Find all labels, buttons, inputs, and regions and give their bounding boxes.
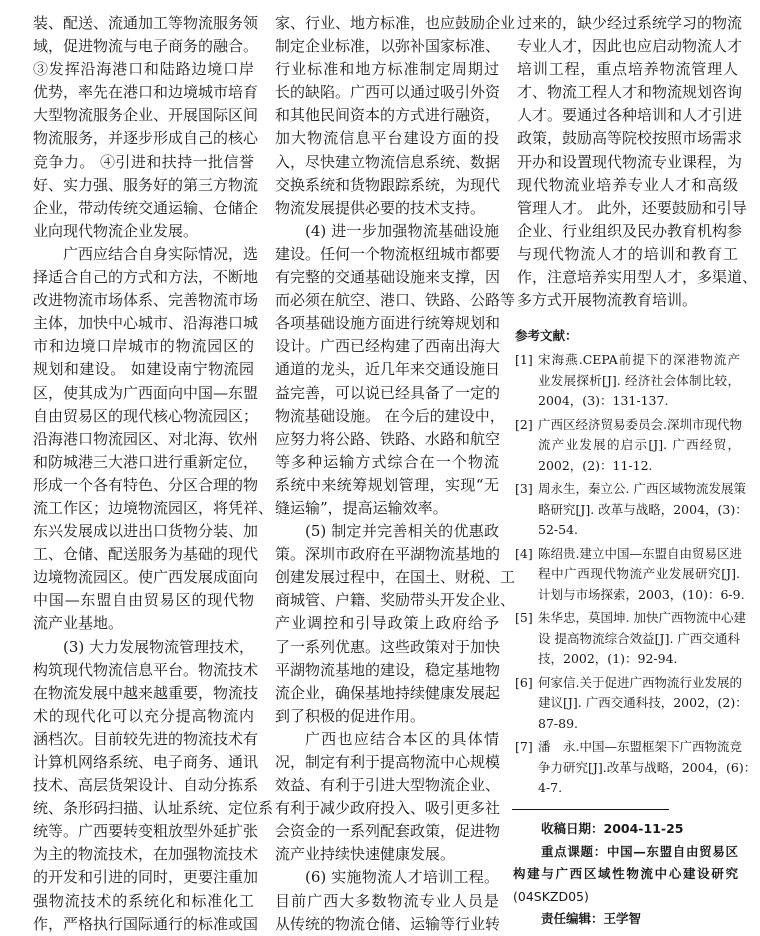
reference-line: 设 提高物流综合效益[J]. 广西交通科 <box>538 630 740 646</box>
reference-item <box>515 415 740 477</box>
reference-line: 2002，(2)：11-12. <box>538 457 653 473</box>
paragraph-line: 系统中来统筹规划管理，实现“无 <box>275 475 499 494</box>
paragraph-line: 边境物流园区。使广西发展成面向 <box>33 568 259 587</box>
reference-line: 周永生，秦立公. 广西区域物流发展策 <box>538 481 746 496</box>
editor: 责任编辑：王学智 <box>541 911 642 926</box>
received-label: 收稿日期： <box>541 821 604 836</box>
paragraph-line: 制定企业标准，以弥补国家标准、 <box>275 37 501 56</box>
paragraph-line: 竞争力。 ④引进和扶持一批信誉 <box>33 152 254 171</box>
paragraph-line: 从传统的物流仓储、运输等行业转 <box>275 914 501 933</box>
reference-item <box>515 350 740 412</box>
reference-item <box>515 608 746 670</box>
reference-number: [4] <box>515 545 533 561</box>
reference-number: [6] <box>515 674 533 690</box>
paragraph-line: 市和边境口岸城市的物流园区的 <box>33 337 254 356</box>
paragraph-line: 沿海港口物流园区、对北海、钦州 <box>33 429 259 448</box>
paragraph-line: 物流基础设施。 在今后的建设中， <box>275 406 505 425</box>
reference-line: 朱华忠，莫国坤. 加快广西物流中心建 <box>538 610 746 625</box>
paragraph-line: 目前广西大多数物流专业人员是 <box>275 891 499 910</box>
paragraph-line: 家、行业、地方标准，也应鼓励企业 <box>275 14 516 32</box>
reference-line: 4-7. <box>538 780 563 795</box>
paragraph-line: 培训工程，重点培养物流管理人 <box>517 60 738 79</box>
paragraph-line: 广西也应结合本区的具体情 <box>305 729 499 748</box>
reference-line: 52-54. <box>538 522 579 537</box>
paragraph-line: 过来的，缺少经过系统学习的物流 <box>517 14 743 32</box>
paragraph-line: 广西应结合自身实际情况，选 <box>63 244 259 263</box>
received-date <box>513 818 738 841</box>
paragraph-line: 有完整的交通基础设施来支撑，因 <box>275 268 501 287</box>
paragraph-line: 各项基础设施方面进行统筹规划和 <box>275 314 501 333</box>
paragraph-line: 益完善，可以说已经具备了一定的 <box>275 383 501 402</box>
paragraph-line: 和防城港三大港口进行重新定位， <box>33 452 259 471</box>
footnote-divider <box>512 809 669 810</box>
paragraph-line: 缝运输”，提高运输效率。 <box>275 498 448 517</box>
paragraph-line: 会资金的一系列配套政策，促进物 <box>275 822 501 841</box>
paragraph-line: 企业，带动传统交通运输、仓储企 <box>33 198 259 217</box>
paragraph-line: 好、实力强、服务好的第三方物流 <box>33 175 259 194</box>
received-value: 2004-11-25 <box>603 821 684 836</box>
paragraph-line: 技术、高层货架设计、自动分拣系 <box>33 776 259 795</box>
paragraph-line: 中国—东盟自由贸易区的现代物 <box>33 591 254 610</box>
article-notes <box>513 818 738 931</box>
paragraph-line: 专业人才，因此也应启动物流人才 <box>517 37 743 56</box>
project-line: 构建与广西区域性物流中心建设研究 <box>513 866 738 881</box>
paragraph-line: 而必须在航空、港口、铁路、公路等 <box>275 291 516 310</box>
paragraph-line: 创建发展过程中，在国土、财税、工 <box>275 568 516 587</box>
paragraph-line: 涵档次。目前较先进的物流技术有 <box>33 729 259 748</box>
paragraph-line: 统等。广西要转变粗放型外延扩张 <box>33 822 259 841</box>
reference-item <box>515 737 757 799</box>
paragraph-line: 现代物流业培养专业人才和高级 <box>517 175 738 194</box>
reference-line: 陈绍贵.建立中国—东盟自由贸易区进 <box>538 545 742 561</box>
paragraph-line: (5) 制定并完善相关的优惠政 <box>305 522 499 541</box>
paragraph-line: (6) 实施物流人才培训工程。 <box>305 868 499 887</box>
paragraph-line: 大型物流服务企业、开展国际区间 <box>33 106 259 125</box>
paragraph-line: 等多种运输方式综合在一个物流 <box>275 452 499 471</box>
paragraph-line: 和其他民间资本的方式进行融资， <box>275 106 501 125</box>
paragraph-line: 域，促进物流与电子商务的融合。 <box>33 37 259 56</box>
paragraph-line: 流产业基地。 <box>33 614 124 633</box>
paragraph-line: 到了积极的促进作用。 <box>275 706 426 725</box>
paragraph-line: 主体，加快中心城市、沿海港口城 <box>33 314 259 333</box>
paragraph-line: 应努力将公路、铁路、水路和航空 <box>275 429 501 448</box>
reference-item <box>515 479 748 541</box>
paragraph-line: 产业调控和引导政策上政府给予 <box>275 614 499 633</box>
reference-line: 流产业发展的启示[J]. 广西经贸， <box>538 437 740 452</box>
paragraph-line: 建设。任何一个物流枢纽城市都要 <box>275 244 501 263</box>
paragraph-line: 设计。广西已经构建了西南出海大 <box>275 337 501 356</box>
paragraph-line: 与现代物流人才的培训和教育工 <box>517 244 738 263</box>
paragraph-line: 改进物流市场体系、完善物流市场 <box>33 291 259 310</box>
paragraph-line: 物流服务，并逐步形成自己的核心 <box>33 129 259 148</box>
paragraph-line: 管理人才。 此外，还要鼓励和引导 <box>517 198 747 217</box>
references-section <box>515 325 757 799</box>
references-list <box>515 350 757 799</box>
reference-line: 2004，(3)：131-137. <box>538 393 669 408</box>
paragraph-line: (4) 进一步加强物流基础设施 <box>305 221 499 240</box>
paragraph-line: 为主的物流技术，在加强物流技术 <box>33 845 259 864</box>
reference-line: 程中广西现代物流产业发展研究[J]. <box>538 566 740 581</box>
paragraph-line: 流产业持续快速健康发展。 <box>275 845 456 864</box>
paragraph-line: (3) 大力发展物流管理技术， <box>63 637 255 656</box>
text-column-3 <box>517 12 758 312</box>
paragraph-line: 企业、行业组织及民办教育机构参 <box>517 221 743 240</box>
reference-line: 潘 永.中国—东盟框架下广西物流竞 <box>538 739 742 754</box>
paragraph-line: 强物流技术的系统化和标准化工 <box>33 891 254 910</box>
reference-line: 业发展探析[J]. 经济社会体制比较， <box>538 372 740 388</box>
paragraph-line: ③发挥沿海港口和陆路边境口岸 <box>33 60 254 79</box>
paragraph-line: 通道的龙头，近几年来交通设施日 <box>275 360 501 379</box>
reference-line: 争力研究[J].改革与战略，2004，(6)： <box>538 759 757 775</box>
paragraph-line: 平湖物流基地的建设，稳定基地物 <box>275 660 501 679</box>
reference-item <box>515 544 745 606</box>
paragraph-line: 况，制定有利于提高物流中心规模 <box>275 753 501 771</box>
paragraph-line: 物流发展提供必要的技术支持。 <box>275 198 486 217</box>
paragraph-line: 行业标准和地方标准制定周期过 <box>275 60 499 79</box>
paragraph-line: 统、条形码扫描、认址系统、定位系 <box>33 799 274 818</box>
project-code: (04SKZD05) <box>513 888 589 904</box>
paragraph-line: 构筑现代物流信息平台。物流技术 <box>33 660 259 679</box>
paragraph-line: 术的现代化可以充分提高物流内 <box>33 706 254 725</box>
reference-line: 宋海燕.CEPA前提下的深港物流产 <box>538 352 740 367</box>
reference-number: [2] <box>515 416 533 432</box>
reference-number: [1] <box>515 352 533 367</box>
paragraph-line: 开办和设置现代物流专业课程，为 <box>517 152 743 171</box>
paragraph-line: 装、配送、流通加工等物流服务领 <box>33 14 259 32</box>
paragraph-line: 长的缺陷。广西可以通过吸引外资 <box>275 83 501 102</box>
paragraph-line: 有利于减少政府投入、吸引更多社 <box>275 799 501 818</box>
paragraph-line: 策。深圳市政府在平湖物流基地的 <box>275 545 501 564</box>
paragraph-line: 的开发和引进的同时，更要注重加 <box>33 868 259 887</box>
paragraph-line: 形成一个各有特色、分区合理的物 <box>33 475 259 494</box>
paragraph-line: 计算机网络系统、电子商务、通讯 <box>33 753 259 771</box>
paragraph-line: 工、仓储、配送服务为基础的现代 <box>33 545 259 564</box>
paragraph-line: 交换系统和货物跟踪系统，为现代 <box>275 175 501 194</box>
paragraph-line: 入，尽快建立物流信息系统、数据 <box>275 152 501 171</box>
reference-line: 略研究[J]. 改革与战略，2004，(3)： <box>538 501 748 517</box>
reference-item <box>515 673 748 735</box>
project-line: 重点课题：中国—东盟自由贸易区 <box>541 843 738 859</box>
reference-line: 技，2002，(1)：92-94. <box>538 651 678 666</box>
reference-line: 87-89. <box>538 715 579 731</box>
text-column-2 <box>275 12 516 936</box>
reference-line: 何家信.关于促进广西物流行业发展的 <box>538 674 742 690</box>
paragraph-line: 在物流发展中越来越重要，物流技 <box>33 683 259 702</box>
paragraph-line: 择适合自己的方式和方法，不断地 <box>33 268 259 287</box>
text-column-1 <box>33 12 274 936</box>
paragraph-line: 自由贸易区的现代核心物流园区； <box>33 406 259 425</box>
paragraph-line: 政策，鼓励高等院校按照市场需求 <box>517 129 743 148</box>
reference-number: [5] <box>515 610 533 625</box>
references-heading: 参考文献： <box>515 328 578 343</box>
reference-line: 广西区经济贸易委员会.深圳市现代物 <box>538 416 742 432</box>
paragraph-line: 效益、有利于引进大型物流企业、 <box>275 776 501 795</box>
paragraph-line: 区，使其成为广西面向中国—东盟 <box>33 383 259 402</box>
paragraph-line: 规划和建设。 如建设南宁物流园 <box>33 360 254 379</box>
paragraph-line: 流工作区；边境物流园区，将凭祥、 <box>33 498 274 517</box>
reference-number: [7] <box>515 739 533 754</box>
paragraph-line: 加大物流信息平台建设方面的投 <box>275 129 499 148</box>
paragraph-line: 作，注意培养实用型人才，多渠道、 <box>517 268 758 287</box>
reference-number: [3] <box>515 481 533 496</box>
paragraph-line: 东兴发展成以进出口货物分装、加 <box>33 522 259 541</box>
paragraph-line: 才、物流工程人才和物流规划咨询 <box>517 83 743 102</box>
paragraph-line: 优势，率先在港口和边境城市培育 <box>33 83 259 102</box>
reference-line: 建议[J]. 广西交通科技，2002，(2)： <box>538 695 748 710</box>
reference-line: 计划与市场探索，2003，(10)：6-9. <box>538 586 745 602</box>
paragraph-line: 商城管、户籍、奖励带头开发企业、 <box>275 591 516 610</box>
paragraph-line: 了一系列优惠。这些政策对于加快 <box>275 637 501 656</box>
paragraph-line: 多方式开展物流教育培训。 <box>517 291 698 310</box>
paragraph-line: 作，严格执行国际通行的标准或国 <box>33 914 259 933</box>
paragraph-line: 流企业，确保基地持续健康发展起 <box>275 683 501 702</box>
paragraph-line: 人才。要通过各种培训和人才引进 <box>517 106 743 125</box>
paragraph-line: 业向现代物流企业发展。 <box>33 221 199 240</box>
